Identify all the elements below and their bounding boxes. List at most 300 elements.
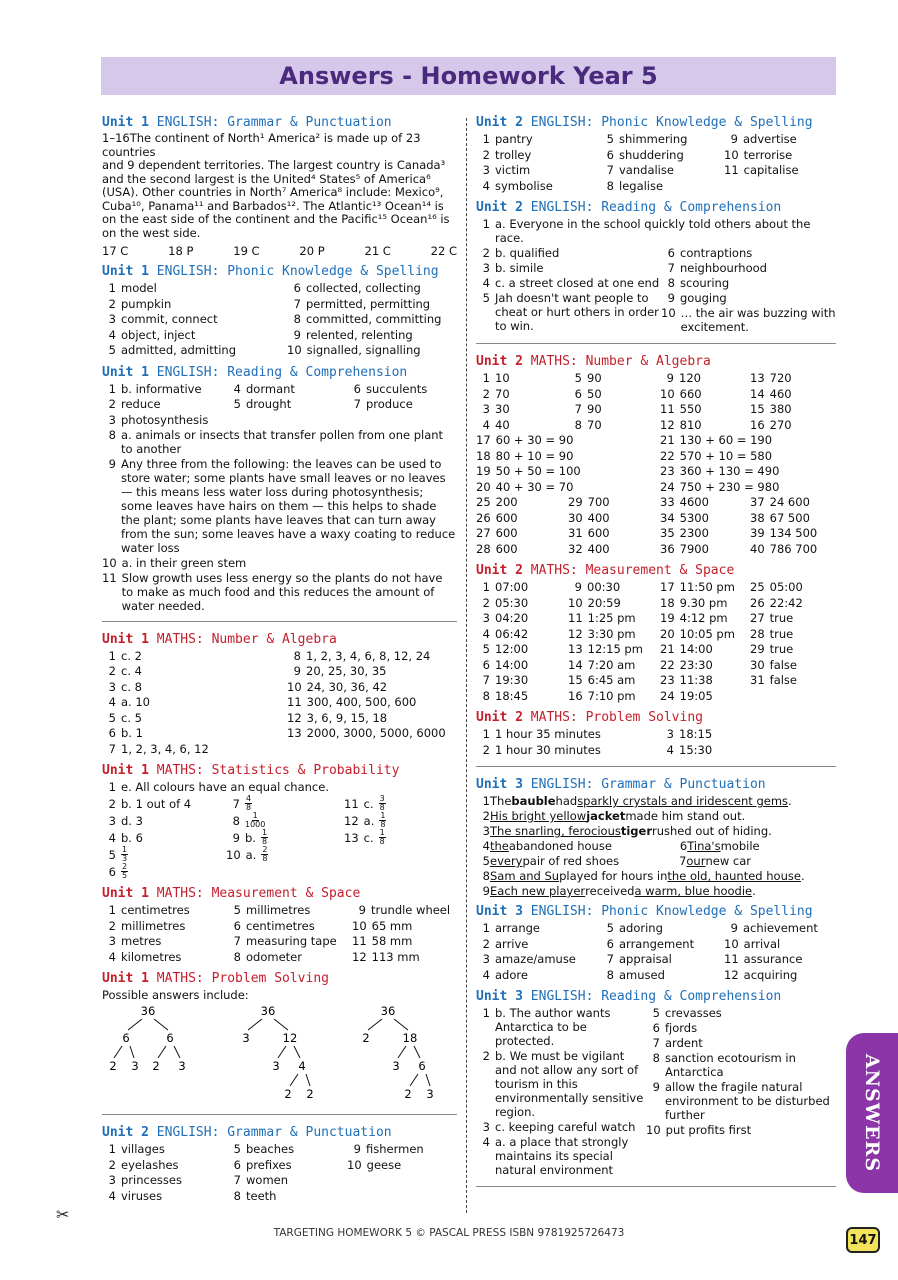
subject-label: ENGLISH: Reading & Comprehension: [148, 364, 408, 380]
answer-number: 12: [287, 710, 302, 725]
answer-text: 6:45 am: [587, 673, 636, 687]
answer-number: 13: [750, 371, 765, 385]
paragraph-line: and the second largest is the United⁴ States⁵ of America⁶: [102, 171, 431, 186]
answer-text: viruses: [121, 1188, 163, 1203]
unit2-grammar-heading: [102, 1125, 457, 1140]
answer-row: [102, 780, 457, 794]
answer-row: [102, 428, 457, 456]
fraction-numerator: 2: [122, 862, 128, 871]
answer-text: adore: [495, 967, 528, 982]
answer-item: [660, 464, 836, 480]
answer-number: 2: [482, 595, 490, 610]
answer-number: 5: [652, 1006, 660, 1020]
fraction: [245, 795, 252, 812]
answer-text: .: [788, 794, 792, 808]
answer-text: 4600: [679, 495, 709, 509]
answer-text: 380: [769, 402, 792, 416]
answer-text: 550: [679, 402, 702, 416]
answer-item: [227, 934, 352, 950]
answer-text: centimetres: [121, 903, 190, 917]
answer-number: 8: [482, 869, 490, 883]
answer-text: had: [555, 794, 578, 808]
answer-item: [287, 695, 457, 711]
answer-item: [476, 580, 568, 596]
answer-item: [102, 343, 287, 359]
answer-number: 4: [108, 1188, 116, 1203]
answer-item: [227, 903, 352, 919]
answer-text: a. in their green stem: [121, 555, 247, 570]
answer-text: centimetres: [246, 918, 315, 933]
answer-item: [352, 903, 457, 919]
answer-text: 134 500: [769, 526, 818, 540]
answer-text: adoring: [619, 921, 663, 935]
answer-text: 23:30: [679, 657, 713, 672]
answer-number: 3: [108, 934, 116, 948]
answer-item: [287, 711, 457, 727]
answer-number: 2: [482, 742, 490, 757]
answer-number: 9: [353, 1142, 361, 1156]
title-banner: [101, 57, 836, 95]
tree-branch: [414, 1046, 420, 1058]
answer-item: [102, 711, 287, 727]
answer-text: fishermen: [366, 1142, 424, 1156]
unit2-phonic: [476, 115, 836, 194]
answer-number: 8: [233, 949, 241, 964]
answer-number: 31: [750, 673, 765, 687]
answer-row: [476, 1120, 646, 1134]
tail-answer: 20 P: [299, 244, 325, 258]
paragraph-line: on the east side of the continent and the Pacific¹⁵ Ocean¹⁶ is: [102, 212, 450, 226]
answer-text: teeth: [246, 1188, 277, 1203]
answer-number: 9: [108, 456, 116, 471]
answer-number: 7: [232, 796, 240, 811]
answer-text: b. 1 out of 4: [121, 796, 192, 811]
answer-number: 33: [660, 495, 675, 509]
answer-item: [750, 673, 836, 689]
answer-text: rushed out of hiding.: [652, 824, 772, 838]
answer-number: 4: [233, 381, 241, 396]
answer-text: drought: [246, 397, 292, 411]
answer-row: [661, 306, 836, 334]
answer-item: [660, 611, 750, 627]
answer-text: appraisal: [619, 952, 672, 966]
answer-item: [660, 449, 836, 465]
answer-text: .: [800, 869, 805, 883]
answer-number: 7: [574, 402, 582, 416]
fraction-numerator: 1: [252, 811, 258, 820]
answer-number: 2: [108, 664, 116, 678]
answer-grid: [476, 371, 836, 433]
tree-node: 36: [140, 1004, 156, 1018]
answer-item: [347, 1173, 457, 1189]
answer-list: [476, 217, 836, 245]
answer-text: Any three from the following: the leaves can be used to store water; some plants have small leaves or no leaves — this means less water loss during photosynthesis; some leaves have hairs on them — this helps to shade the plant; some plants have leaves that can turn away from the sun; some leaves have a waxy coating to reduce water loss: [121, 456, 456, 555]
answer-item: [227, 1189, 347, 1205]
answer-text: c. 4: [121, 664, 142, 678]
answer-item: [750, 627, 836, 643]
answer-number: 14: [568, 657, 583, 672]
section-rule: [476, 766, 836, 767]
unit-label: Unit 1: [102, 971, 149, 986]
answer-text: 7900: [679, 541, 709, 556]
answer-number: 12: [660, 417, 675, 432]
unit-label: Unit 2: [476, 354, 523, 369]
answer-number: 6: [108, 726, 116, 740]
answer-item: [724, 952, 836, 968]
answer-text: scouring: [680, 276, 730, 290]
answer-text: d. 3: [121, 813, 143, 828]
answer-text: Sam and Su: [490, 869, 560, 883]
answer-text: 113 mm: [371, 949, 420, 964]
answer-item: [750, 611, 836, 627]
answer-item: [568, 596, 660, 612]
unit3-phonic: [476, 904, 836, 983]
answer-grid: [102, 1142, 457, 1204]
answer-item: [287, 312, 457, 328]
answer-number: 8: [232, 813, 240, 828]
answer-text: pantry: [495, 132, 533, 146]
answer-number: 1: [108, 381, 116, 396]
answer-text: 3:30 pm: [587, 626, 636, 641]
answer-item: [226, 846, 344, 863]
answer-item: [102, 297, 287, 313]
tree-node: 2: [306, 1087, 314, 1101]
answer-number: 26: [750, 595, 765, 610]
unit1-problem-solving-heading: [102, 971, 457, 986]
answer-number: 11: [102, 570, 117, 585]
answer-item: [476, 921, 600, 937]
unit-label: Unit 3: [476, 989, 523, 1004]
answer-number: 7: [353, 397, 361, 411]
answer-item: [568, 627, 660, 643]
unit2-reading: [476, 200, 836, 335]
answer-number: 29: [750, 642, 765, 656]
answer-item: [344, 829, 444, 846]
unit1-grammar-heading: [102, 115, 457, 130]
answer-number: 9: [574, 580, 582, 594]
answer-text: c.: [363, 796, 374, 811]
unit1-number: [102, 632, 457, 758]
answer-text: 720: [769, 371, 792, 385]
answer-number: 1: [108, 648, 116, 663]
answer-number: 7: [233, 934, 241, 948]
answer-text: the old, haunted house: [667, 869, 801, 883]
subject-label: MATHS: Number & Algebra: [522, 354, 711, 369]
answer-text: arrangement: [619, 936, 695, 951]
answer-row: [476, 809, 836, 823]
answer-number: 4: [482, 417, 490, 432]
answer-number: 11: [724, 163, 739, 177]
answer-item: [600, 952, 724, 968]
answer-number: 1: [108, 903, 116, 917]
answer-text: 50: [587, 386, 602, 401]
answer-number: 5: [108, 847, 116, 862]
fraction-denominator: 8: [261, 837, 268, 846]
answer-item: [476, 387, 568, 403]
subject-label: ENGLISH: Phonic Knowledge & Spelling: [522, 115, 813, 130]
answer-number: 13: [344, 830, 359, 845]
tree-branch: [394, 1019, 408, 1030]
answer-text: bauble: [511, 794, 556, 808]
answer-text: played for hours in: [559, 869, 668, 883]
answer-text: sparkly crystals and iridescent gems: [577, 794, 789, 808]
answer-item: [476, 148, 600, 164]
factor-trees: [104, 1004, 457, 1106]
answer-text: b. qualified: [495, 246, 560, 260]
answer-number: 6: [606, 936, 614, 951]
unit2-measurement: [476, 563, 836, 704]
answer-number: 8: [667, 276, 675, 290]
answer-text: Tina's: [687, 839, 721, 853]
answer-item: [750, 658, 836, 674]
answer-row: [102, 457, 457, 555]
subject-label: MATHS: Number & Algebra: [148, 631, 337, 647]
answer-number: 10: [661, 306, 676, 320]
answer-item: [102, 328, 287, 344]
answer-text: fjords: [665, 1021, 698, 1035]
answer-text: 30: [495, 402, 510, 416]
answer-number: 2: [482, 1049, 490, 1063]
answer-text: c. 8: [121, 679, 142, 694]
answer-item: [287, 664, 457, 680]
answer-text: b. simile: [495, 261, 544, 275]
answer-text: 00:30: [587, 580, 621, 594]
answer-text: 70: [495, 386, 510, 401]
scissors-icon: ✂: [56, 1205, 70, 1224]
unit3-phonic-heading: [476, 904, 836, 919]
grammar-list: [476, 794, 836, 898]
tree-branch: [278, 1046, 286, 1058]
answer-grid: [102, 903, 457, 965]
answer-number: 4: [482, 626, 490, 641]
answer-text: shimmering: [619, 132, 688, 146]
answers-tab[interactable]: [846, 1033, 898, 1193]
answer-number: 14: [750, 386, 765, 401]
answer-number: 6: [233, 1157, 241, 1172]
answer-item: [352, 950, 457, 966]
answer-number: 5: [482, 291, 490, 305]
subject-label: MATHS: Statistics & Probability: [148, 763, 400, 778]
unit2-number: [476, 354, 836, 557]
answer-grid: [476, 433, 836, 495]
answer-text: collected, collecting: [306, 281, 421, 295]
answer-item: [660, 371, 750, 387]
answer-text: His bright yellow: [490, 809, 587, 823]
answer-number: 1: [482, 921, 490, 935]
answer-text: 200: [495, 495, 518, 509]
answer-item: [660, 743, 836, 759]
unit1-phonic-heading: [102, 264, 457, 279]
answer-number: 1: [482, 132, 490, 146]
answer-number: 20: [476, 479, 491, 494]
answer-item: [568, 402, 660, 418]
tree-node: 3: [272, 1059, 280, 1073]
answer-text: acquiring: [743, 967, 798, 982]
answer-item: [227, 950, 352, 966]
tree-branch: [426, 1074, 430, 1086]
fraction-denominator: 3: [122, 854, 128, 863]
answer-text: 3, 6, 9, 15, 18: [306, 710, 388, 725]
answer-number: 2: [108, 918, 116, 933]
answer-number: 7: [679, 854, 687, 868]
answer-item: [102, 903, 227, 919]
answer-item: [476, 627, 568, 643]
answer-text: the: [490, 839, 509, 853]
answer-item: [476, 132, 600, 148]
tree-branch: [274, 1019, 288, 1030]
answer-text: 400: [587, 510, 610, 525]
answer-text: true: [769, 642, 794, 656]
answer-text: 10:05 pm: [679, 626, 735, 641]
answer-item: [476, 673, 568, 689]
answer-text: 460: [769, 386, 792, 401]
answer-item: [476, 511, 568, 527]
answer-text: 2000, 3000, 5000, 6000: [306, 726, 446, 740]
tree-branch: [158, 1046, 166, 1058]
answer-number: 8: [108, 427, 116, 442]
answer-number: 34: [660, 510, 675, 525]
answer-number: 1: [482, 217, 490, 231]
answer-number: [724, 179, 738, 195]
tree-node: 6: [166, 1031, 174, 1045]
subject-label: ENGLISH: Reading & Comprehension: [522, 200, 782, 215]
answer-number: 10: [226, 847, 241, 862]
answer-number: 3: [108, 412, 116, 427]
unit1-statistics-heading: [102, 763, 457, 778]
answer-text: false: [769, 673, 797, 687]
subject-label: ENGLISH: Phonic Knowledge & Spelling: [522, 904, 813, 919]
answer-text: metres: [121, 934, 162, 948]
answer-number: 1: [482, 580, 490, 594]
answer-text: 270: [769, 417, 792, 432]
answer-text: 7:20 am: [587, 657, 636, 672]
fraction-numerator: 4: [246, 794, 252, 803]
answer-number: 17: [476, 433, 491, 447]
tail-answer: 19 C: [233, 244, 260, 258]
answer-text: The: [490, 794, 512, 808]
answer-number: 10: [352, 918, 367, 933]
answer-number: 3: [482, 611, 490, 625]
answer-text: Slow growth uses less energy so the plants do not have to make as much food and this reduces the amount of water needed.: [121, 570, 443, 613]
answer-item: [600, 163, 724, 179]
answer-text: 12:15 pm: [587, 642, 643, 656]
answer-number: 8: [482, 688, 490, 703]
answer-item: [660, 526, 750, 542]
answer-text: villages: [121, 1142, 165, 1156]
answer-row: [661, 276, 836, 290]
answer-row: [646, 1123, 836, 1137]
section-rule: [476, 343, 836, 344]
answer-text: 600: [587, 526, 610, 540]
answer-item: [476, 743, 660, 759]
tree-node: 3: [426, 1087, 434, 1101]
answer-text: amused: [619, 967, 665, 982]
answer-text: 9.30 pm: [679, 595, 728, 610]
answer-item: [102, 795, 226, 812]
answer-item: [344, 795, 444, 812]
fraction-denominator: 8: [380, 820, 386, 829]
answer-row: [476, 261, 661, 275]
answer-text: 300, 400, 500, 600: [306, 695, 417, 709]
fraction-numerator: 1: [380, 811, 386, 820]
fraction: [261, 829, 268, 846]
answer-number: [287, 742, 301, 758]
answer-text: 65 mm: [371, 918, 413, 933]
answer-text: neighbourhood: [680, 261, 767, 275]
answer-number: 11: [344, 796, 359, 811]
answer-item: [724, 132, 836, 148]
answer-item: [476, 433, 660, 449]
answer-number: 24: [660, 688, 675, 703]
answer-number: 8: [606, 178, 614, 193]
answer-number: 2: [482, 386, 490, 401]
answer-text: 18:45: [495, 688, 529, 703]
answer-text: 07:00: [495, 580, 529, 594]
tail-answer: 18 P: [168, 244, 194, 258]
answer-text: 360 + 130 = 490: [679, 464, 780, 478]
unit2-reading-heading: [476, 200, 836, 215]
answer-number: 30: [568, 510, 583, 525]
unit2-measurement-heading: [476, 563, 836, 578]
unit1-grammar: [102, 115, 457, 258]
answer-number: 1: [108, 281, 116, 295]
reading-columns: [476, 246, 836, 335]
answer-row: [476, 246, 661, 260]
answer-number: 16: [750, 417, 765, 432]
unit-label: Unit 3: [476, 904, 523, 919]
answer-item: [227, 382, 347, 398]
answer-number: 10: [287, 679, 302, 694]
fraction-numerator: 1: [379, 828, 385, 837]
fraction: [379, 812, 386, 829]
answer-item: [568, 611, 660, 627]
answer-text: 15:30: [679, 742, 713, 757]
paragraph-line: on the west side.: [102, 225, 201, 240]
answer-number: 37: [750, 495, 765, 509]
tree-node: 12: [282, 1031, 298, 1045]
answer-item: [227, 397, 347, 413]
answer-number: 10: [102, 555, 117, 570]
answer-text: vandalise: [619, 163, 674, 177]
unit2-problem-solving: [476, 710, 836, 758]
tail-answer: 17 C: [102, 244, 129, 258]
answer-text: allow the fragile natural environment to be disturbed further: [665, 1080, 830, 1122]
answer-number: 3: [482, 163, 490, 177]
answer-text: a. animals or insects that transfer pollen from one plant to another: [121, 427, 444, 456]
answer-item: [102, 695, 287, 711]
answer-number: 8: [606, 967, 614, 982]
answer-number: 10: [646, 1123, 661, 1137]
answer-text: b. informative: [121, 381, 202, 396]
answer-row: [476, 1049, 646, 1119]
answer-text: model: [121, 281, 157, 295]
answer-number: 1: [482, 371, 490, 385]
answer-item: [750, 580, 836, 596]
answer-text: arrival: [743, 936, 781, 951]
answer-row: [476, 854, 836, 868]
answer-number: 7: [293, 296, 301, 311]
answer-number: 4: [108, 949, 116, 964]
answer-item: [476, 179, 600, 195]
answer-item: [568, 673, 660, 689]
answer-item: [660, 387, 750, 403]
answer-text: millimetres: [121, 918, 186, 933]
unit1-statistics: [102, 763, 457, 880]
answer-item: [352, 919, 457, 935]
answer-text: 20:59: [587, 595, 621, 610]
unit2-number-heading: [476, 354, 836, 369]
answer-number: 4: [108, 830, 116, 845]
